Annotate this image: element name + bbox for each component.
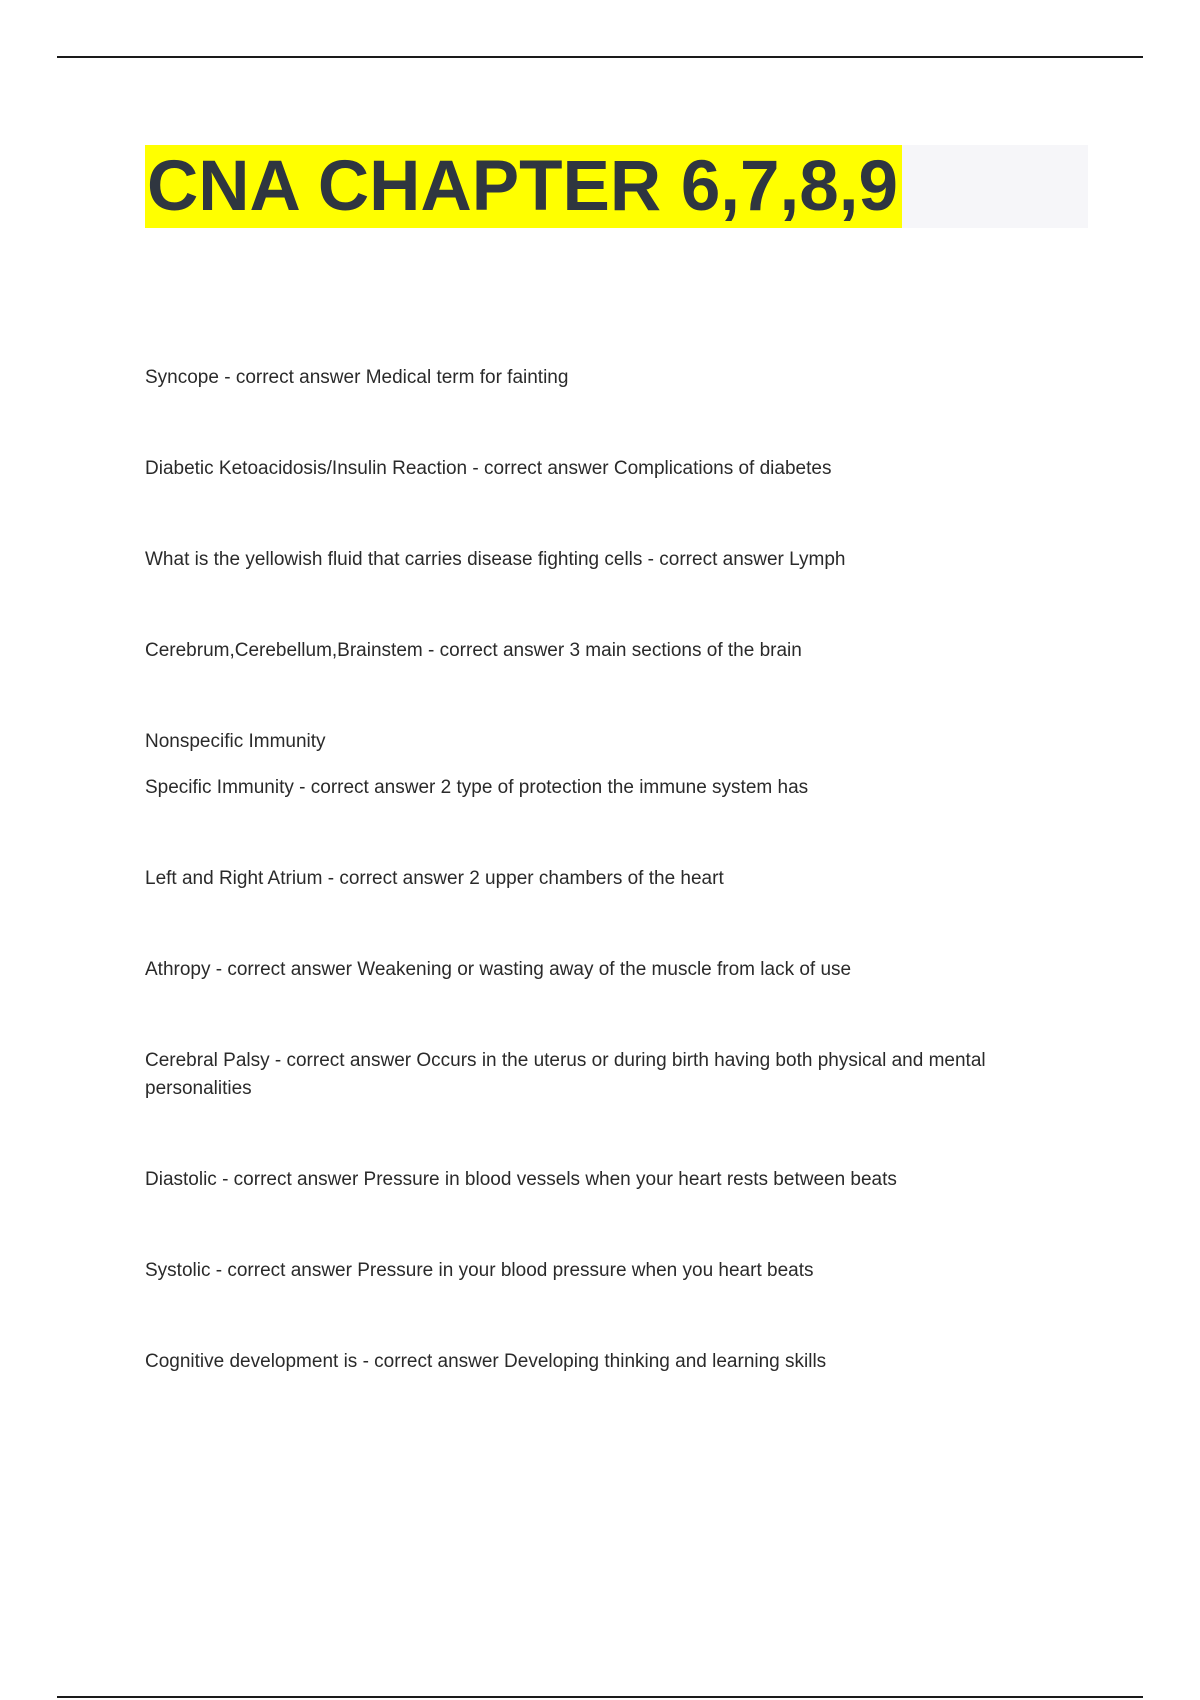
- qa-entry-diastolic: Diastolic - correct answer Pressure in blood vessels when your heart rests between beats: [145, 1169, 897, 1190]
- qa-entry-brain-sections: Cerebrum,Cerebellum,Brainstem - correct answer 3 main sections of the brain: [145, 640, 802, 661]
- qa-entry-lymph: What is the yellowish fluid that carries disease fighting cells - correct answer Lymph: [145, 549, 846, 570]
- qa-entry-athropy: Athropy - correct answer Weakening or wasting away of the muscle from lack of use: [145, 959, 852, 980]
- qa-entry-systolic: Systolic - correct answer Pressure in your blood pressure when you heart beats: [145, 1260, 814, 1281]
- qa-entry-specific-immunity: Specific Immunity - correct answer 2 type of protection the immune system has: [145, 777, 809, 798]
- qa-entry-nonspecific-immunity: Nonspecific Immunity: [145, 731, 326, 752]
- bottom-rule: [57, 1696, 1143, 1698]
- qa-entry-cognitive-development: Cognitive development is - correct answer Developing thinking and learning skills: [145, 1351, 827, 1372]
- qa-entry-diabetic-ketoacidosis: Diabetic Ketoacidosis/Insulin Reaction - correct answer Complications of diabetes: [145, 458, 832, 479]
- qa-entry-atrium: Left and Right Atrium - correct answer 2 upper chambers of the heart: [145, 868, 724, 889]
- top-rule: [57, 56, 1143, 58]
- page-title: CNA CHAPTER 6,7,8,9: [145, 145, 902, 228]
- qa-entry-cerebral-palsy: Cerebral Palsy - correct answer Occurs in the uterus or during birth having both physical and mental personalities: [145, 1050, 986, 1099]
- qa-entry-syncope: Syncope - correct answer Medical term for fainting: [145, 367, 569, 388]
